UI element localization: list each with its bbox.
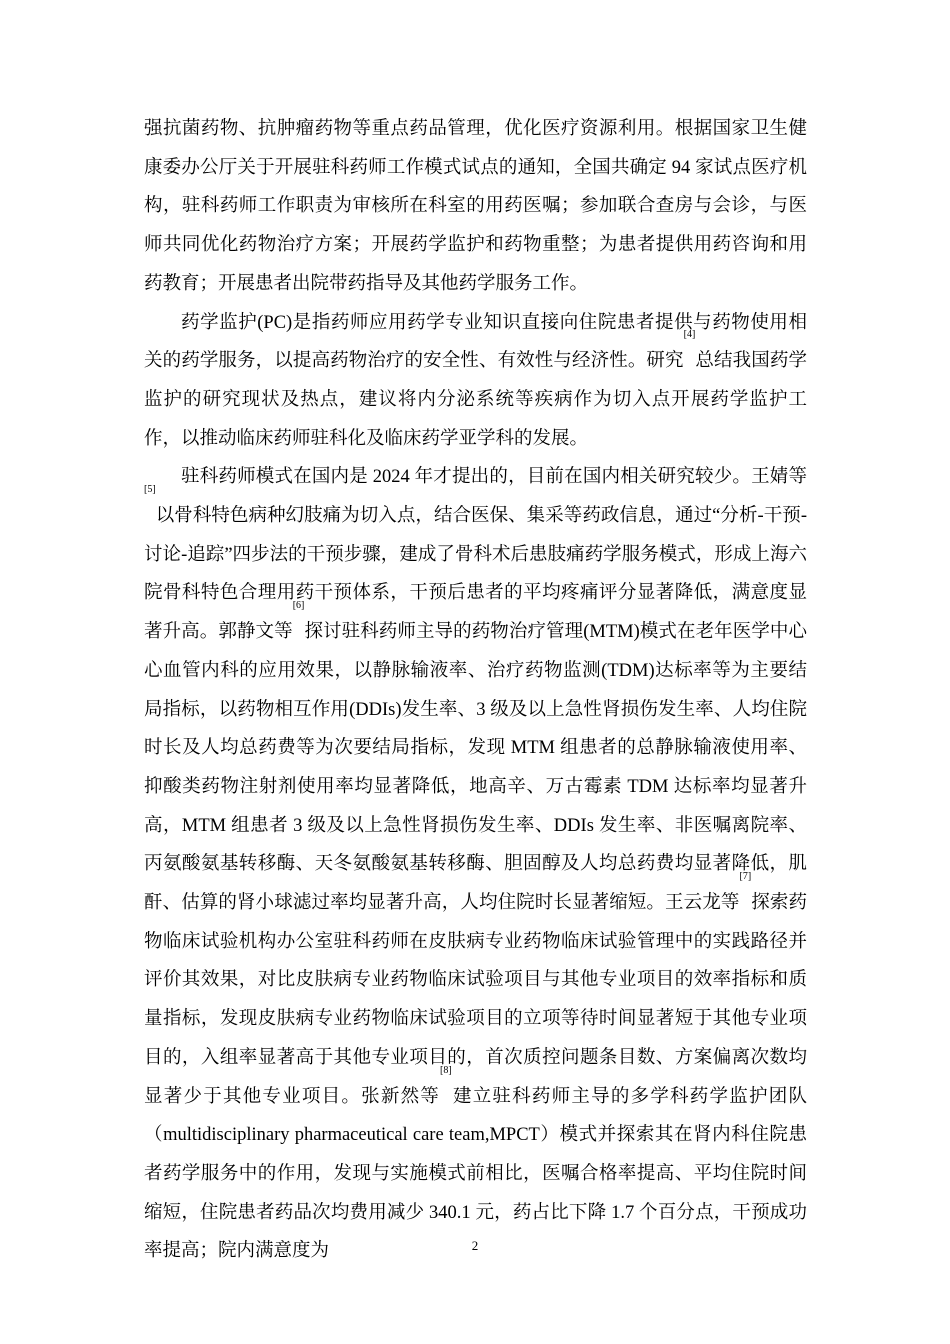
document-body — [144, 110, 807, 1271]
paragraph-text: 探讨驻科药师主导的药物治疗管理(MTM)模式在老年医学中心心血管内科的应用效果，以静脉输液率、治疗药物监测(TDM)达标率等为主要结局指标，以药物相互作用(DDIs)发生率、3 级及以上急性肾损伤发生率、人均住院时长及人均总药费等为次要结局指标，发现 MTM 组患者的总静脉输液使用率、抑酸类药物注射剂使用率均显著降低，地高辛、万古霉素 TDM 达标率均显著升高，MTM 组患者 3 级及以上急性肾损伤发生率、DDIs 发生率、非医嘱离院率、丙氨酸氨基转移酶、天冬氨酸氨基转移酶、胆固醇及人均总药费均显著降低，肌酐、估算的肾小球滤过率均显著升高，人均住院时长显著缩短。王云龙等 — [144, 622, 807, 914]
paragraph — [144, 458, 807, 1271]
paragraph-text: 建立驻科药师主导的多学科药学监护团队（multidisciplinary pharmaceutical care team,MPCT）模式并探索其在肾内科住院患者药学服务中的作用，发现与实施模式前相比，医嘱合格率提高、平均住院时间缩短，住院患者药品次均费用减少 340.1 元，药占比下降 1.7 个百分点，干预成功率提高；院内满意度为 — [144, 1086, 807, 1262]
paragraph-text: 强抗菌药物、抗肿瘤药物等重点药品管理，优化医疗资源利用。根据国家卫生健康委办公厅关于开展驻科药师工作模式试点的通知，全国共确定 94 家试点医疗机构，驻科药师工作职责为审核所在科室的用药医嘱；参加联合查房与会诊，与医师共同优化药物治疗方案；开展药学监护和药物重整；为患者提供用药咨询和用药教育；开展患者出院带药指导及其他药学服务工作。 — [144, 119, 807, 294]
paragraph-text: 以骨科特色病种幻肢痛为切入点，结合医保、集采等药政信息，通过“分析-干预-讨论-追踪”四步法的干预步骤，建成了骨科术后患肢痛药学服务模式，形成上海六院骨科特色合理用药干预体系，干预后患者的平均疼痛评分显著降低，满意度显著升高。郭静文等 — [144, 506, 807, 643]
citation-ref: [8] — [440, 1064, 452, 1076]
citation-ref: [6] — [292, 600, 305, 612]
page-number: 2 — [471, 1238, 479, 1253]
paragraph-text: 药学监护(PC)是指药师应用药学专业知识直接向住院患者提供与药物使用相关的药学服务，以提高药物治疗的安全性、有效性与经济性。研究 — [144, 312, 807, 372]
citation-ref: [5] — [144, 484, 156, 496]
citation-ref: [7] — [739, 871, 752, 883]
paragraph-text: 探索药物临床试验机构办公室驻科药师在皮肤病专业药物临床试验管理中的实践路径并评价其效果，对比皮肤病专业药物临床试验项目与其他专业项目的效率指标和质量指标，发现皮肤病专业药物临床试验项目的立项等待时间显著短于其他专业项目的，入组率显著高于其他专业项目的，首次质控问题条目数、方案偏离次数均显著少于其他专业项目。张新然等 — [144, 893, 807, 1107]
paragraph-text: 驻科药师模式在国内是 2024 年才提出的，目前在国内相关研究较少。王婧等 — [181, 467, 807, 488]
paragraph-text: 总结我国药学监护的研究现状及热点，建议将内分泌系统等疾病作为切入点开展药学监护工作，以推动临床药师驻科化及临床药学亚学科的发展。 — [144, 351, 807, 449]
citation-ref: [4] — [683, 329, 696, 341]
paragraph — [144, 110, 807, 304]
paragraph — [144, 304, 807, 459]
